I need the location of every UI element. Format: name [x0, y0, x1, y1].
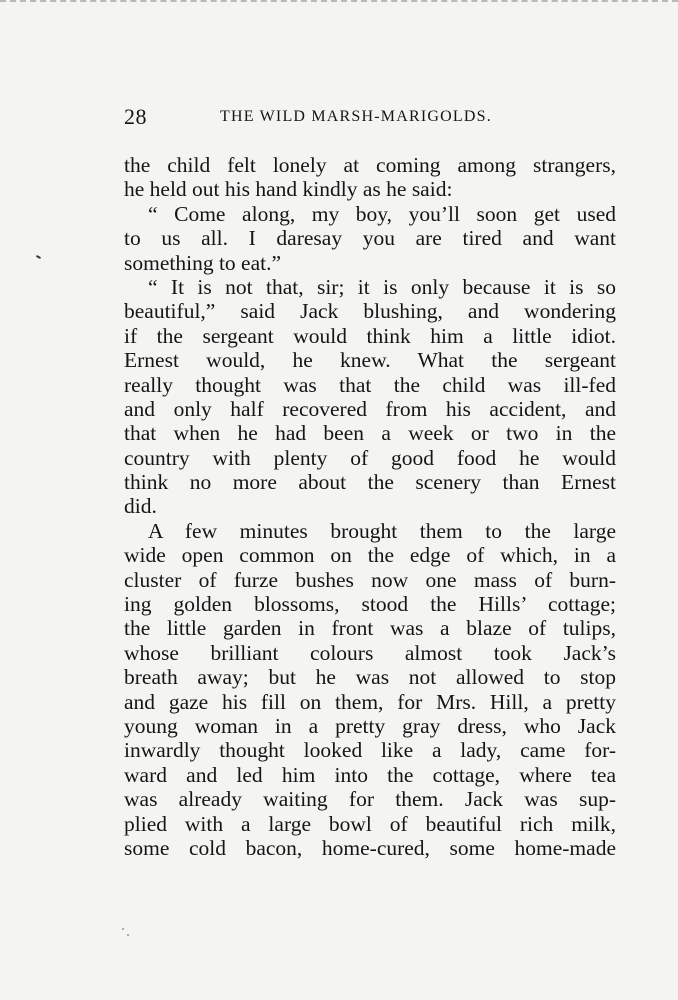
page-number: 28 — [124, 104, 147, 129]
text-line: did. — [124, 494, 157, 519]
text-line: if the sergeant would think him a little idiot. — [124, 323, 616, 348]
text-line: really thought was that the child was ill-fed — [124, 372, 616, 397]
text-line: Ernest would, he knew. What the sergeant — [124, 348, 616, 373]
text-line: “ It is not that, sir; it is only because it is so — [148, 274, 616, 299]
margin-speck — [36, 255, 41, 259]
text-line: cluster of furze bushes now one mass of burn- — [124, 567, 616, 592]
running-title: THE WILD MARSH-MARIGOLDS. — [220, 108, 492, 125]
text-line: and gaze his fill on them, for Mrs. Hill, a pretty — [124, 689, 616, 714]
text-line: inwardly thought looked like a lady, came for- — [124, 738, 616, 763]
text-line: ing golden blossoms, stood the Hills’ cottage; — [124, 592, 616, 617]
text-line: to us all. I daresay you are tired and want — [124, 226, 616, 251]
text-line: the little garden in front was a blaze of tulips, — [124, 616, 616, 641]
page-top-edge — [0, 0, 678, 8]
text-line: ward and led him into the cottage, where tea — [124, 762, 616, 787]
text-line: the child felt lonely at coming among strangers, — [124, 153, 616, 177]
page-header — [124, 104, 616, 134]
body-text — [124, 153, 616, 860]
text-line: breath away; but he was not allowed to stop — [124, 665, 616, 690]
margin-speck — [122, 928, 124, 930]
text-line: A few minutes brought them to the large — [148, 518, 616, 543]
text-line: was already waiting for them. Jack was sup- — [124, 787, 616, 812]
text-line: think no more about the scenery than Ernest — [124, 470, 616, 495]
text-line: something to eat.” — [124, 250, 282, 275]
text-line: he held out his hand kindly as he said: — [124, 177, 453, 202]
text-line: country with plenty of good food he would — [124, 445, 616, 470]
text-line: whose brilliant colours almost took Jack’s — [124, 640, 616, 665]
text-line: that when he had been a week or two in the — [124, 421, 616, 446]
text-line: young woman in a pretty gray dress, who Jack — [124, 713, 616, 738]
margin-speck — [127, 934, 129, 936]
text-line: wide open common on the edge of which, in a — [124, 543, 616, 568]
text-line: “ Come along, my boy, you’ll soon get used — [148, 201, 616, 226]
text-line: plied with a large bowl of beautiful rich milk, — [124, 811, 616, 836]
text-line: and only half recovered from his accident, and — [124, 396, 616, 421]
text-line: beautiful,” said Jack blushing, and wondering — [124, 299, 616, 324]
text-line: some cold bacon, home-cured, some home-made — [124, 835, 616, 860]
